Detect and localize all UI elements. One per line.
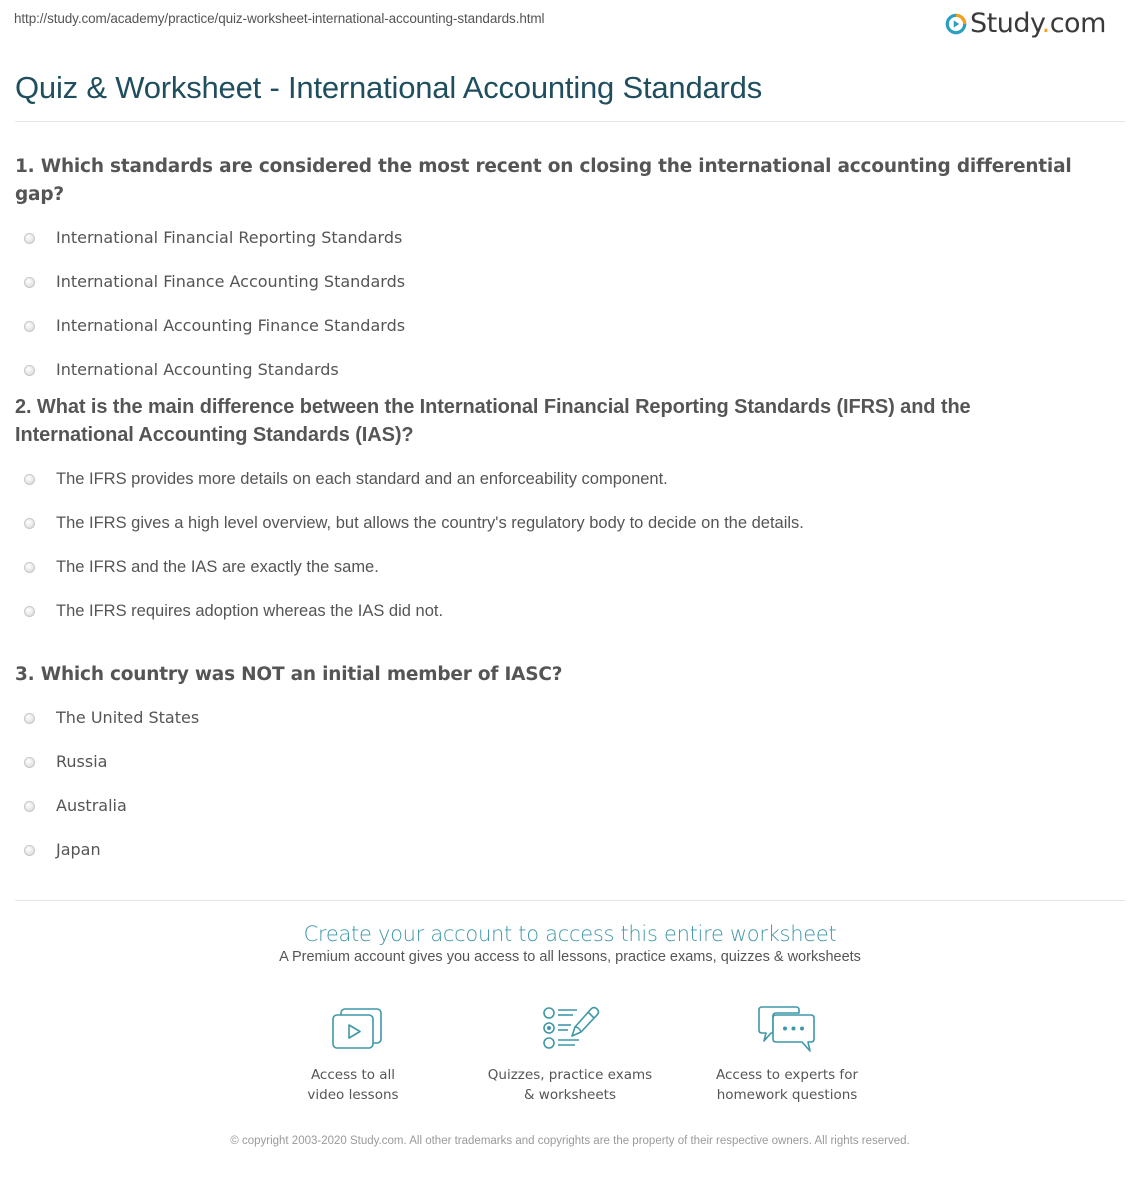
- answer-option[interactable]: [15, 260, 1125, 304]
- answer-label: The IFRS provides more details on each standard and an enforceability component.: [56, 470, 668, 488]
- radio-button[interactable]: [24, 606, 35, 617]
- answer-option[interactable]: [15, 348, 1125, 392]
- feature-label: Quizzes, practice exams & worksheets: [487, 1067, 653, 1103]
- question-text-line-2: International Accounting Standards (IAS)?: [15, 424, 414, 446]
- answer-option[interactable]: [15, 696, 1125, 740]
- answer-label: The IFRS requires adoption whereas the IAS did not.: [56, 602, 444, 620]
- answer-option[interactable]: [15, 589, 1125, 633]
- radio-button[interactable]: [24, 518, 35, 529]
- answer-option[interactable]: [15, 740, 1125, 784]
- question-2: [15, 393, 1125, 633]
- answer-option[interactable]: [15, 457, 1125, 501]
- radio-button[interactable]: [24, 801, 35, 812]
- radio-button[interactable]: [24, 365, 35, 376]
- answer-label: The United States: [56, 708, 200, 727]
- answer-option[interactable]: [15, 216, 1125, 260]
- logo-text: Study.com: [970, 8, 1106, 39]
- study-logo[interactable]: [945, 8, 1106, 40]
- radio-button[interactable]: [24, 757, 35, 768]
- radio-button[interactable]: [24, 277, 35, 288]
- question-1: [15, 153, 1125, 392]
- copyright-footer: © copyright 2003-2020 Study.com. All other trademarks and copyrights are the property of their respective owners. All rights reserved.: [230, 1135, 910, 1147]
- play-circle-icon: [945, 13, 967, 35]
- feature-experts: [679, 1003, 896, 1105]
- page-title: Quiz & Worksheet - International Accounting Standards: [15, 70, 763, 105]
- answer-label: International Accounting Finance Standards: [56, 316, 406, 335]
- answer-options: [15, 457, 1125, 633]
- answer-label: International Finance Accounting Standards: [56, 272, 406, 291]
- cta-title[interactable]: Create your account to access this entire worksheet: [303, 922, 837, 946]
- answer-option[interactable]: [15, 304, 1125, 348]
- answer-label: Australia: [56, 796, 127, 815]
- answer-label: Japan: [56, 840, 101, 859]
- title-divider: [15, 121, 1125, 122]
- question-text: [15, 393, 1125, 449]
- answer-label: The IFRS gives a high level overview, but allows the country's regulatory body to decide on the details.: [56, 514, 804, 532]
- feature-label: Access to experts for homework questions: [715, 1067, 858, 1103]
- answer-option[interactable]: [15, 784, 1125, 828]
- question-3: [15, 661, 1125, 872]
- feature-label: Access to all video lessons: [307, 1067, 399, 1103]
- cta-subtitle: A Premium account gives you access to all lessons, practice exams, quizzes & worksheets: [279, 949, 861, 965]
- question-text: 1. Which standards are considered the most recent on closing the international accounting differential gap?: [15, 156, 1072, 205]
- chat-bubbles-icon: [752, 1003, 822, 1053]
- radio-button[interactable]: [24, 321, 35, 332]
- video-lessons-icon: [318, 1003, 388, 1053]
- premium-features: [0, 1003, 1140, 1105]
- quiz-checklist-icon: [535, 1003, 605, 1053]
- page-url: http://study.com/academy/practice/quiz-worksheet-international-accounting-standards.html: [14, 11, 545, 26]
- answer-options: [15, 696, 1125, 872]
- question-text: 3. Which country was NOT an initial member of IASC?: [15, 664, 563, 685]
- radio-button[interactable]: [24, 233, 35, 244]
- answer-options: [15, 216, 1125, 392]
- answer-label: The IFRS and the IAS are exactly the same.: [56, 558, 379, 576]
- answer-label: Russia: [56, 752, 108, 771]
- radio-button[interactable]: [24, 713, 35, 724]
- answer-label: International Financial Reporting Standards: [56, 228, 403, 247]
- radio-button[interactable]: [24, 474, 35, 485]
- feature-video-lessons: [245, 1003, 462, 1105]
- radio-button[interactable]: [24, 845, 35, 856]
- answer-label: International Accounting Standards: [56, 360, 339, 379]
- answer-option[interactable]: [15, 545, 1125, 589]
- question-text-line-1: 2. What is the main difference between the International Financial Reporting Standards (IFRS) and the: [15, 396, 971, 418]
- cta-divider: [15, 900, 1125, 901]
- answer-option[interactable]: [15, 501, 1125, 545]
- create-account-cta: [0, 922, 1140, 965]
- radio-button[interactable]: [24, 562, 35, 573]
- feature-quizzes: [462, 1003, 679, 1105]
- answer-option[interactable]: [15, 828, 1125, 872]
